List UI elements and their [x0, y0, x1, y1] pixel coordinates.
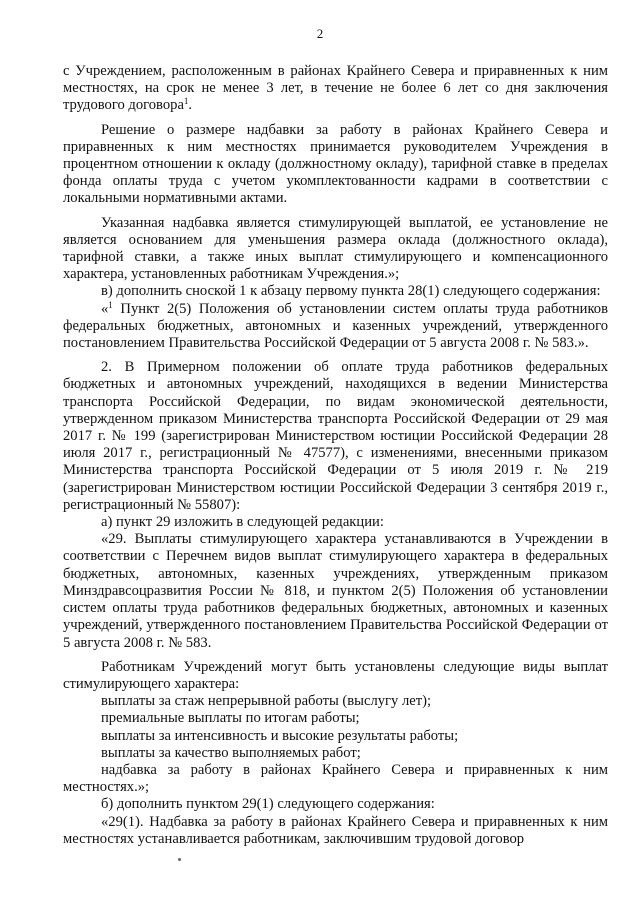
page-number: 2 — [316, 26, 324, 41]
paragraph-tail: . — [188, 97, 193, 114]
paragraph-continuation — [63, 63, 608, 115]
paragraph-decision: Решение о размере надбавки за работу в районах Крайнего Севера и приравненных к ним местностях принимается руководителем Учреждения в процентном отношении к окладу (должностному окладу), тарифной ставке в пределах фонда оплаты труда с учетом укомплектованности кадрами в соответствии с локальными нормативными актами. — [63, 121, 608, 207]
list-item: надбавка за работу в районах Крайнего Севера и приравненных к ним местностях.»; — [63, 761, 608, 796]
list-item: выплаты за качество выполняемых работ; — [101, 744, 361, 761]
paragraph-point-29: «29. Выплаты стимулирующего характера устанавливаются в Учреждении в соответствии с Перечнем видов выплат стимулирующего характера в федеральных бюджетных, автономных, казенных учреждениях, утвержденным приказом Минздравсоцразвития России № 818, и пунктом 2(5) Положения об установлении систем оплаты труда работников федеральных бюджетных, автономных и казенных учреждений, утвержденного постановлением Правительства Российской Федерации от 5 августа 2008 г. № 583. — [63, 531, 608, 651]
paragraph-footnote — [63, 301, 608, 353]
paragraph-item-a: а) пункт 29 изложить в следующей редакции: — [101, 514, 384, 531]
quote-open: « — [101, 300, 109, 317]
list-item: выплаты за интенсивность и высокие результаты работы; — [101, 727, 459, 744]
paragraph-item-b: б) дополнить пунктом 29(1) следующего содержания: — [101, 796, 435, 813]
paragraph-allowance: Указанная надбавка является стимулирующей выплатой, ее установление не является основанием для уменьшения размера оклада (должностного оклада), тарифной ставки, а также иных выплат стимулирующего и компенсационного характера, установленных работникам Учреждения.»; — [63, 214, 608, 283]
scan-dot — [178, 858, 181, 861]
list-item: премиальные выплаты по итогам работы; — [101, 710, 360, 727]
footnote-mark: 1 — [183, 96, 189, 107]
list-item: выплаты за стаж непрерывной работы (выслугу лет); — [101, 693, 432, 710]
paragraph-text: Пункт 2(5) Положения об установлении систем оплаты труда работников федеральных бюджетных, автономных и казенных учреждений, утвержденного постановлением Правительства Российской Федерации от 5 августа 2008 г. № 583.». — [63, 300, 608, 352]
footnote-mark: 1 — [108, 299, 113, 310]
document-body — [63, 63, 608, 848]
paragraph-kinds-intro: Работникам Учреждений могут быть установлены следующие виды выплат стимулирующего характера: — [63, 658, 608, 692]
paragraph-section-2: 2. В Примерном положении об оплате труда работников федеральных бюджетных и автономных учреждений, находящихся в ведении Министерства транспорта Российской Федерации, по видам экономической деятельности, утвержденном приказом Министерства транспорта Российской Федерации от 29 мая 2017 г. № 199 (зарегистрирован Министерством юстиции Российской Федерации 28 июля 2017 г., регистрационный № 47577), с изменениями, внесенными приказом Министерства транспорта Российской Федерации от 5 июля 2019 г. № 219 (зарегистрирован Министерством юстиции Российской Федерации 3 сентября 2019 г., регистрационный № 55807): — [63, 359, 608, 513]
paragraph-text: с Учреждением, расположенным в районах Крайнего Севера и приравненных к ним местностях, на срок не менее 3 лет, в течение не более 6 лет со дня заключения трудового договора — [63, 63, 608, 114]
paragraph-point-29-1: «29(1). Надбавка за работу в районах Крайнего Севера и приравненных к ним местностях устанавливается работникам, заключившим трудовой договор — [63, 813, 608, 847]
paragraph-item-v: в) дополнить сноской 1 к абзацу первому пункта 28(1) следующего содержания: — [101, 283, 601, 300]
